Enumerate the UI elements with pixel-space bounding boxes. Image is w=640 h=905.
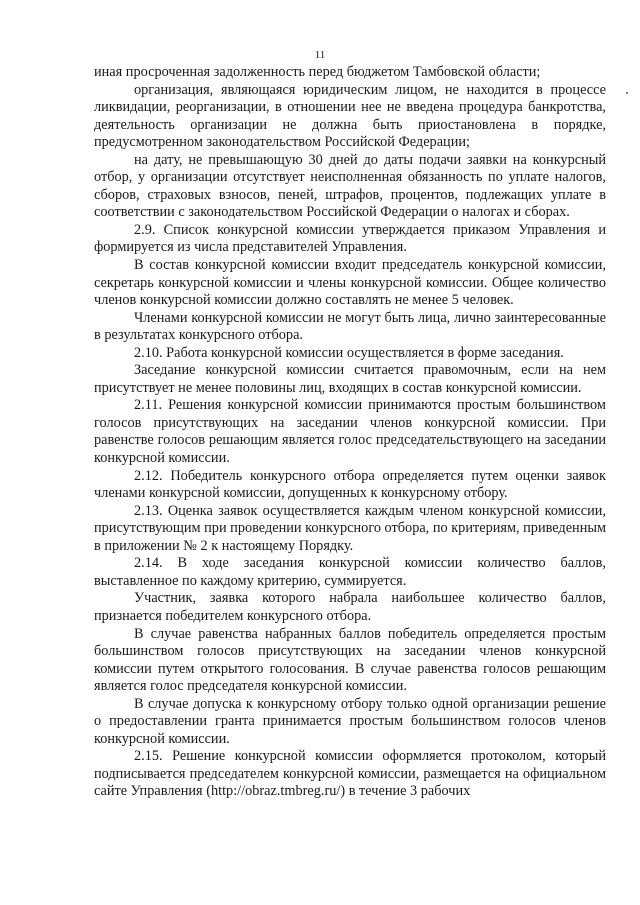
paragraph-commission-composition: В состав конкурсной комиссии входит председатель конкурсной комиссии, секретарь конкурсной комиссии и члены конкурсной комиссии. Общее количество членов конкурсной комиссии должно составлять не менее 5 человек. [94, 257, 606, 309]
paragraph-single-applicant: В случае допуска к конкурсному отбору только одной организации решение о предоставлении гранта принимается простым большинством голосов членов конкурсной комиссии. [94, 695, 606, 747]
paragraph-2-13: 2.13. Оценка заявок осуществляется каждым членом конкурсной комиссии, присутствующим при проведении конкурсного отбора, по критериям, приведенным в приложении № 2 к настоящему Порядку. [94, 502, 606, 554]
paragraph-quorum: Заседание конкурсной комиссии считается правомочным, если на нем присутствует не менее половины лиц, входящих в состав конкурсной комиссии. [94, 362, 606, 396]
paragraph-tie-break: В случае равенства набранных баллов победитель определяется простым большинством голосов присутствующих на заседании членов конкурсной комиссии путем открытого голосования. В случае равенства голосов решающим является голос председателя конкурсной комиссии. [94, 625, 606, 695]
margin-mark [626, 92, 628, 94]
paragraph-budget-debt: иная просроченная задолженность перед бюджетом Тамбовской области; [94, 64, 541, 80]
paragraph-winner: Участник, заявка которого набрала наибольшее количество баллов, признается победителем конкурсного отбора. [94, 590, 606, 624]
paragraph-2-11: 2.11. Решения конкурсной комиссии принимаются простым большинством голосов присутствующих на заседании членов конкурсной комиссии. При равенстве голосов решающим является голос председательствующего на заседании конкурсной комиссии. [94, 397, 606, 467]
page-number: 11 [314, 49, 326, 61]
paragraph-tax-obligations: на дату, не превышающую 30 дней до даты подачи заявки на конкурсный отбор, у организации отсутствует неисполненная обязанность по уплате налогов, сборов, страховых взносов, пеней, штрафов, процентов, подлежащих уплате в соответствии с законодательством Российской Федерации о налогах и сборах. [94, 151, 606, 221]
document-body [94, 64, 606, 801]
paragraph-2-14: 2.14. В ходе заседания конкурсной комиссии количество баллов, выставленное по каждому критерию, суммируется. [94, 555, 606, 589]
paragraph-2-10: 2.10. Работа конкурсной комиссии осуществляется в форме заседания. [134, 344, 564, 361]
paragraph-legal-entity-status: организация, являющаяся юридическим лицом, не находится в процессе ликвидации, реорганизации, в отношении нее не введена процедура банкротства, деятельность организации не должна быть приостановлена в порядке, предусмотренном законодательством Российской Федерации; [94, 81, 606, 151]
paragraph-2-9: 2.9. Список конкурсной комиссии утверждается приказом Управления и формируется из числа представителей Управления. [94, 221, 606, 256]
paragraph-2-12: 2.12. Победитель конкурсного отбора определяется путем оценки заявок членами конкурсной комиссии, допущенных к конкурсному отбору. [94, 467, 606, 502]
paragraph-commission-members: Членами конкурсной комиссии не могут быть лица, лично заинтересованные в результатах конкурсного отбора. [94, 309, 606, 344]
paragraph-2-15: 2.15. Решение конкурсной комиссии оформляется протоколом, который подписывается председателем конкурсной комиссии, размещается на официальном сайте Управления (http://obraz.tmbreg.ru/) в течение 3 рабочих [94, 748, 606, 800]
